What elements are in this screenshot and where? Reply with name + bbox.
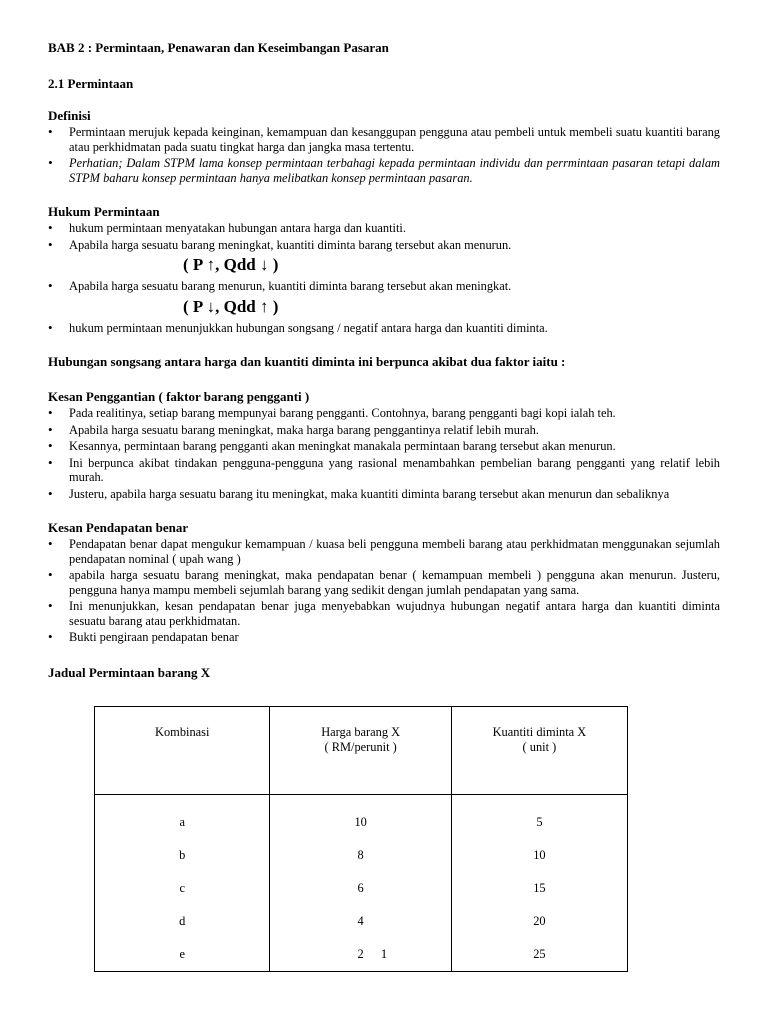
table-cell: c xyxy=(95,872,270,905)
pendapatan-heading: Kesan Pendapatan benar xyxy=(48,520,189,535)
list-item: • apabila harga sesuatu barang meningkat, maka pendapatan benar ( kemampuan membeli ) pengguna akan menurun. Justeru, pengguna hanya mampu membeli sejumlah barang yang sedikit dengan jumlah pendapatan yang sama. xyxy=(48,568,720,597)
list-item: • Apabila harga sesuatu barang meningkat, maka harga barang penggantinya relatif lebih murah. xyxy=(48,423,720,438)
table-header-row xyxy=(95,707,628,795)
table-row xyxy=(95,839,628,872)
hukum-list-2 xyxy=(48,279,720,294)
table-cell: b xyxy=(95,839,270,872)
table-cell: 10 xyxy=(270,795,451,840)
formula-price-down: ( P ↓, Qdd ↑ ) xyxy=(183,296,279,316)
definisi-list xyxy=(48,125,720,185)
pendapatan-list xyxy=(48,537,720,645)
list-item: • Pendapatan benar dapat mengukur kemampuan / kuasa beli pengguna membeli barang atau perkhidmatan menggunakan sejumlah pendapatan nominal ( upah wang ) xyxy=(48,537,720,566)
table-cell: 6 xyxy=(270,872,451,905)
table-cell: e xyxy=(95,938,270,972)
header-kuantiti xyxy=(451,707,627,795)
list-item: • Bukti pengiraan pendapatan benar xyxy=(48,630,720,645)
header-kombinasi xyxy=(95,707,270,795)
chapter-title: BAB 2 : Permintaan, Penawaran dan Keseimbangan Pasaran xyxy=(48,40,389,55)
table-row xyxy=(95,795,628,840)
penggantian-list xyxy=(48,406,720,501)
demand-schedule-table xyxy=(94,706,628,972)
header-line: Harga barang X xyxy=(321,725,401,739)
table-cell: 20 xyxy=(451,905,627,938)
table-cell: d xyxy=(95,905,270,938)
list-item: • Ini menunjukkan, kesan pendapatan benar juga menyebabkan wujudnya hubungan negatif antara harga dan kuantiti diminta sesuatu barang atau perkhidmatan. xyxy=(48,599,720,628)
table-cell: a xyxy=(95,795,270,840)
header-line: ( unit ) xyxy=(522,740,557,754)
list-item: • Perhatian; Dalam STPM lama konsep permintaan terbahagi kepada permintaan individu dan perrmintaan pasaran tetapi dalam STPM baharu konsep permintaan hanya melibatkan konsep permintaan pasaran. xyxy=(48,156,720,185)
table-cell: 2 xyxy=(270,938,451,972)
header-line: ( RM/perunit ) xyxy=(324,740,397,754)
header-line: Kombinasi xyxy=(155,725,210,739)
hubungan-heading: Hubungan songsang antara harga dan kuantiti diminta ini berpunca akibat dua faktor iaitu : xyxy=(48,354,566,369)
header-line: Kuantiti diminta X xyxy=(492,725,587,739)
list-item: • hukum permintaan menyatakan hubungan antara harga dan kuantiti. xyxy=(48,221,720,236)
hukum-list xyxy=(48,221,720,252)
formula-price-up: ( P ↑, Qdd ↓ ) xyxy=(183,255,279,274)
list-item: • Justeru, apabila harga sesuatu barang itu meningkat, maka kuantiti diminta barang tersebut akan menurun dan sebaliknya xyxy=(48,487,720,502)
list-item: • Apabila harga sesuatu barang meningkat, kuantiti diminta barang tersebut akan menurun. xyxy=(48,238,720,253)
definisi-heading: Definisi xyxy=(48,108,91,123)
table-cell: 25 xyxy=(451,938,627,972)
table-cell: 8 xyxy=(270,839,451,872)
hukum-heading: Hukum Permintaan xyxy=(48,204,160,219)
table-title: Jadual Permintaan barang X xyxy=(48,664,211,680)
list-item: • Pada realitinya, setiap barang mempunyai barang pengganti. Contohnya, barang pengganti bagi kopi ialah teh. xyxy=(48,406,720,421)
page-number: 1 xyxy=(380,946,388,961)
table-cell: 10 xyxy=(451,839,627,872)
list-item: • Permintaan merujuk kepada keinginan, kemampuan dan kesanggupan pengguna atau pembeli untuk membeli suatu kuantiti barang atau perkhidmatan pada suatu tingkat harga dan jangka masa tertentu. xyxy=(48,125,720,154)
list-item: • Ini berpunca akibat tindakan pengguna-pengguna yang rasional menambahkan pembelian barang pengganti yang relatif lebih murah. xyxy=(48,456,720,485)
list-item: • Kesannya, permintaan barang pengganti akan meningkat manakala permintaan barang tersebut akan menurun. xyxy=(48,439,720,454)
table-row xyxy=(95,872,628,905)
table-row xyxy=(95,905,628,938)
list-item: • hukum permintaan menunjukkan hubungan songsang / negatif antara harga dan kuantiti diminta. xyxy=(48,321,720,336)
hukum-list-3 xyxy=(48,321,720,336)
document-page xyxy=(48,40,720,681)
table-cell: 4 xyxy=(270,905,451,938)
penggantian-heading: Kesan Penggantian ( faktor barang pengganti ) xyxy=(48,389,310,404)
section-title: 2.1 Permintaan xyxy=(48,76,134,91)
header-harga xyxy=(270,707,451,795)
table-cell: 15 xyxy=(451,872,627,905)
table-cell: 5 xyxy=(451,795,627,840)
list-item: • Apabila harga sesuatu barang menurun, kuantiti diminta barang tersebut akan meningkat. xyxy=(48,279,720,294)
